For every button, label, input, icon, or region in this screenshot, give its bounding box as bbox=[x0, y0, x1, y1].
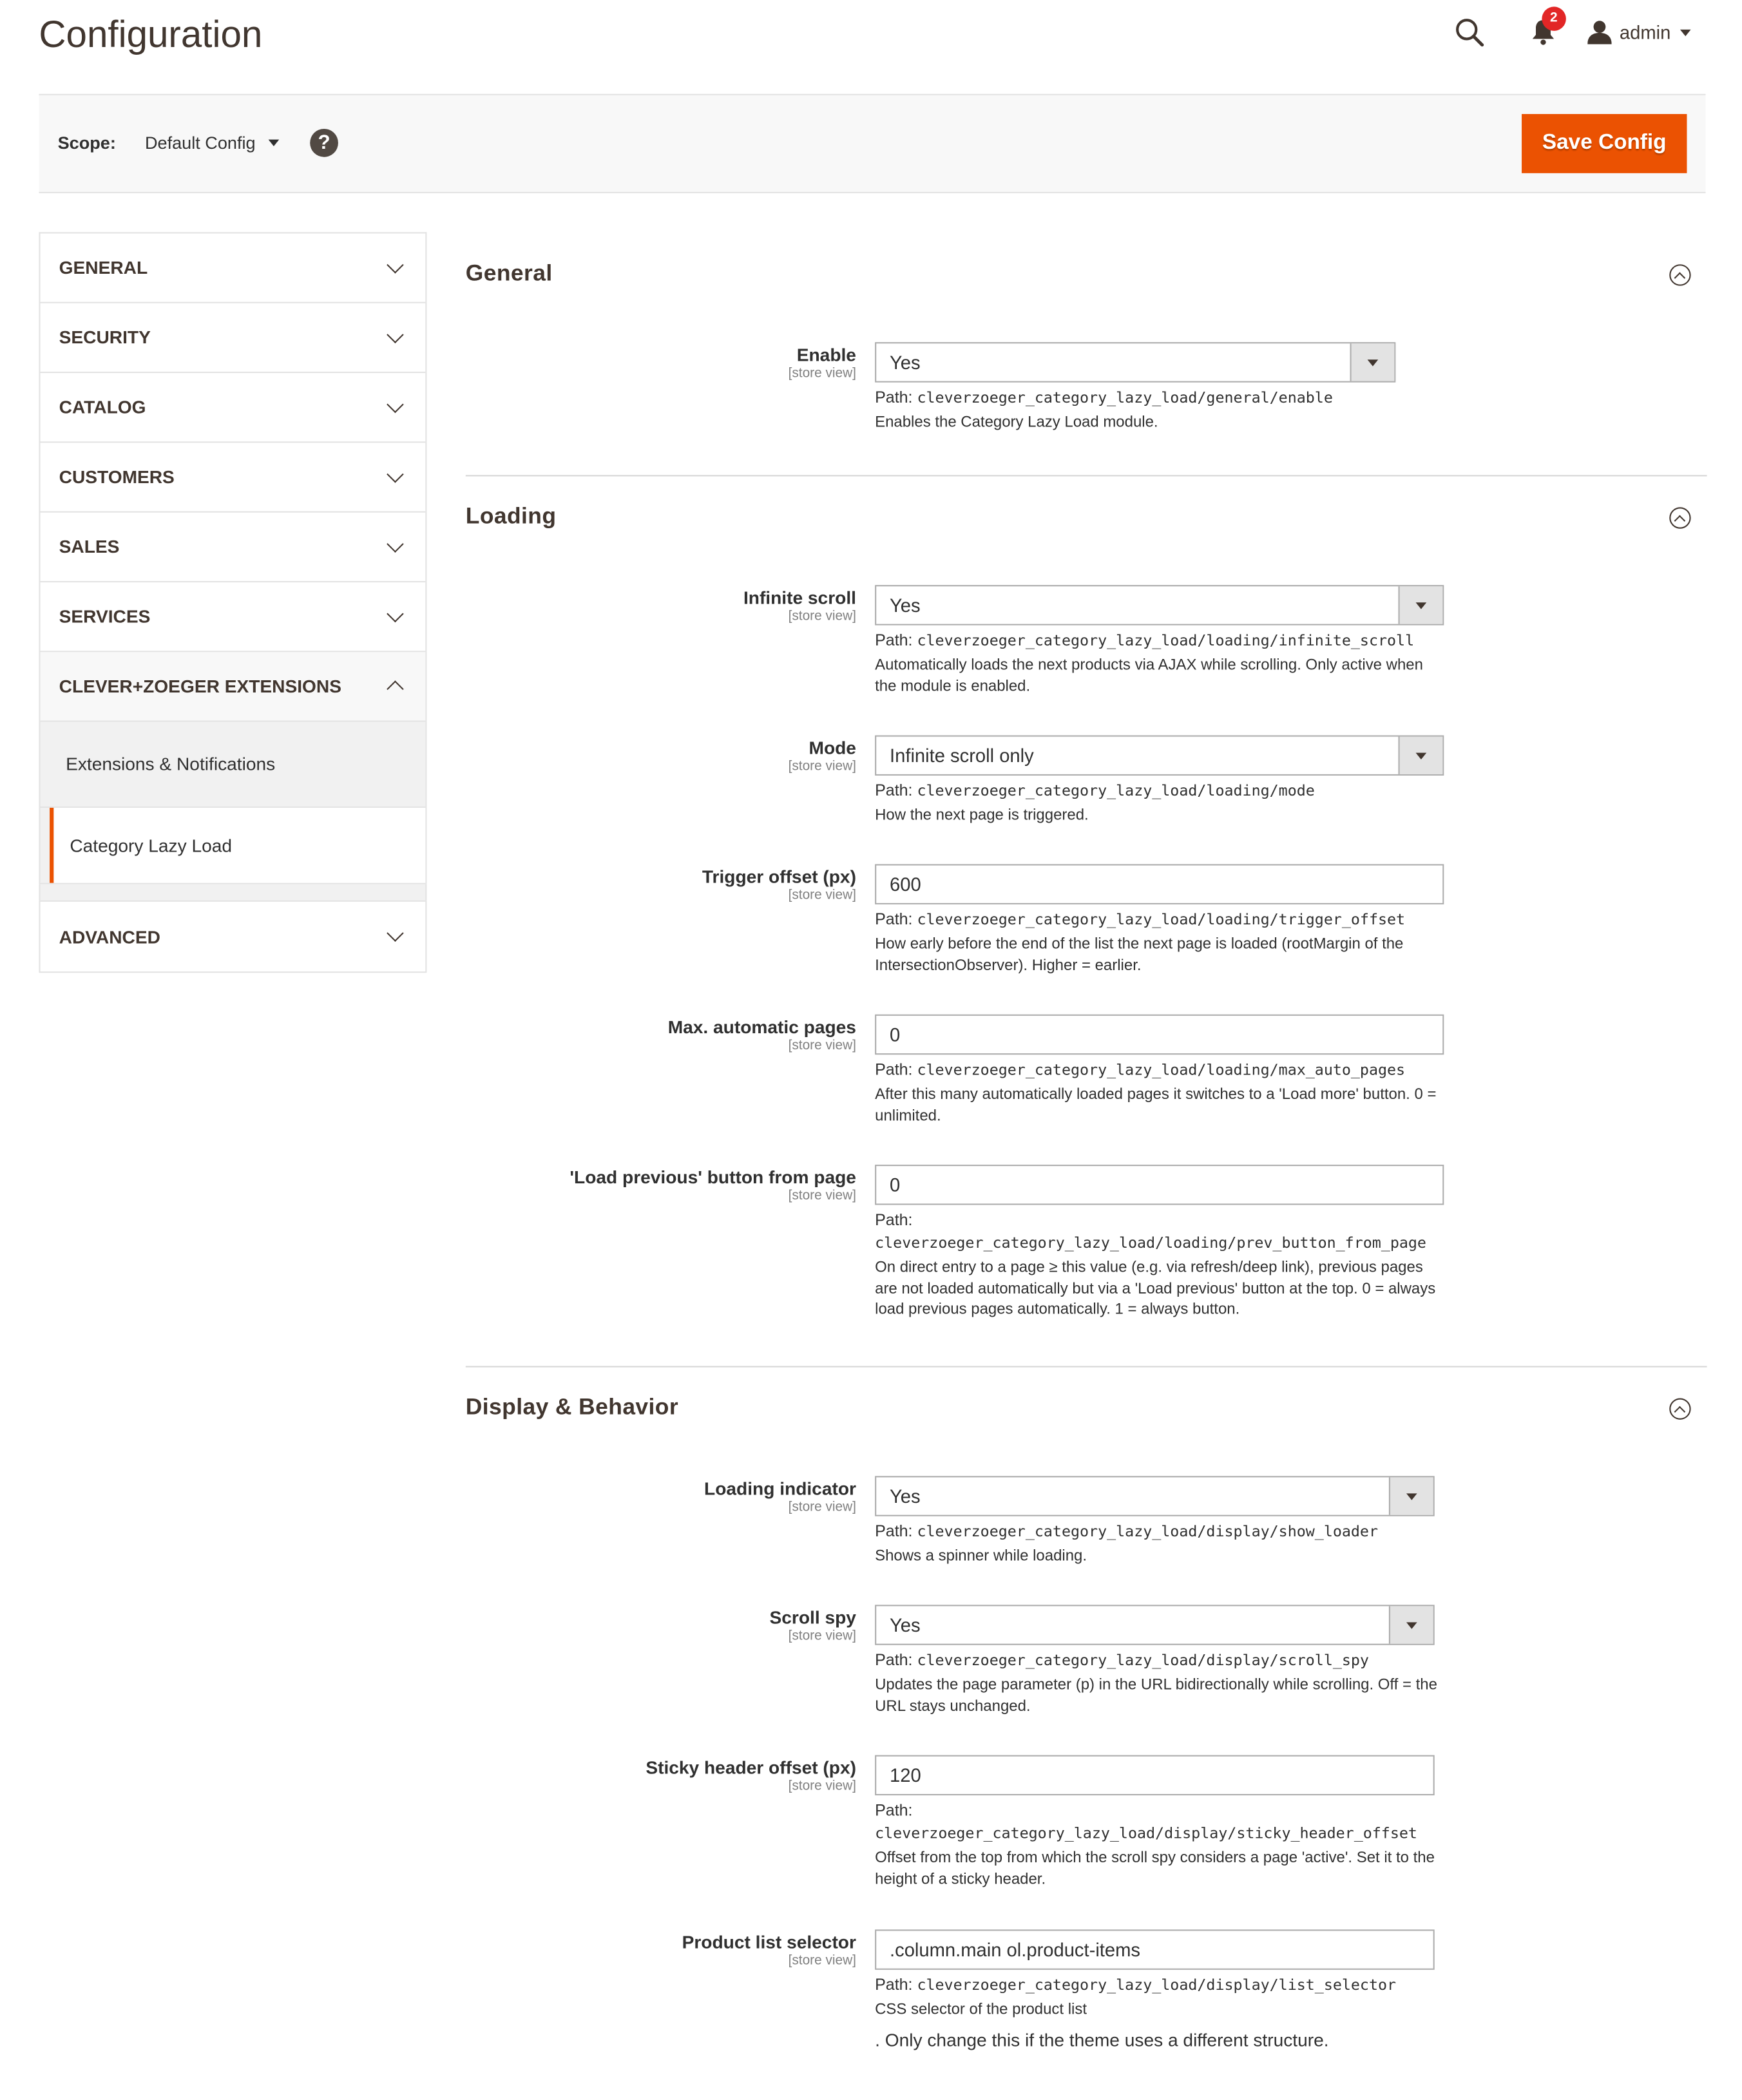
field-label: Sticky header offset (px) bbox=[646, 1757, 856, 1778]
path-label: Path: bbox=[875, 1210, 913, 1230]
scope-note: [store view] bbox=[788, 1500, 856, 1515]
sidebar-tab-customers[interactable] bbox=[40, 443, 425, 512]
scope-note: [store view] bbox=[788, 888, 856, 903]
field-note: Automatically loads the next products via AJAX while scrolling. Only active when the module is enabled. bbox=[875, 657, 1423, 694]
chevron-down-icon bbox=[387, 465, 404, 482]
trigger-offset-input[interactable] bbox=[875, 864, 1444, 904]
path-label: Path: bbox=[875, 1522, 913, 1541]
path-value: cleverzoeger_category_lazy_load/loading/trigger_offset bbox=[917, 911, 1406, 929]
scope-note: [store view] bbox=[788, 366, 856, 381]
infinite-scroll-select[interactable] bbox=[875, 585, 1444, 625]
field-label: Max. automatic pages bbox=[667, 1017, 856, 1038]
chevron-down-icon bbox=[387, 256, 404, 273]
control-col bbox=[875, 1755, 1452, 1891]
section-general bbox=[466, 233, 1707, 476]
scope-label: Scope: bbox=[57, 133, 116, 153]
path-value: cleverzoeger_category_lazy_load/display/list_selector bbox=[917, 1976, 1397, 1994]
field-note: How the next page is triggered. bbox=[875, 807, 1089, 824]
save-config-button[interactable]: Save Config bbox=[1522, 114, 1687, 173]
config-main bbox=[466, 233, 1707, 2092]
sidebar-tab-sales[interactable] bbox=[40, 513, 425, 582]
chevron-down-icon bbox=[387, 396, 404, 413]
caret-down-icon bbox=[269, 140, 280, 146]
section-head-display[interactable] bbox=[466, 1368, 1707, 1446]
scope-note: [store view] bbox=[788, 1953, 856, 1969]
chevron-down-icon bbox=[1389, 1477, 1433, 1514]
path-label: Path: bbox=[875, 910, 913, 929]
field-note: On direct entry to a page ≥ this value (e.g. via refresh/deep link), previous pages are not loaded automatically but via a 'Load previous' button at the top. 0 = always load previous pages automatically. 1 = always button. bbox=[875, 1259, 1436, 1318]
field-label: Product list selector bbox=[682, 1932, 856, 1952]
tab-label: CUSTOMERS bbox=[59, 466, 175, 488]
scope-note: [store view] bbox=[788, 609, 856, 624]
collapse-icon[interactable] bbox=[1669, 1398, 1690, 1419]
field-note: CSS selector of the product list bbox=[875, 2001, 1087, 2018]
sidebar-item-category-lazy-load[interactable]: Category Lazy Load bbox=[50, 808, 425, 883]
scope-note: [store view] bbox=[788, 1779, 856, 1794]
path-value: cleverzoeger_category_lazy_load/loading/mode bbox=[917, 782, 1315, 800]
path-line bbox=[875, 387, 1452, 409]
path-value: cleverzoeger_category_lazy_load/loading/infinite_scroll bbox=[917, 632, 1415, 650]
path-line bbox=[875, 1209, 1452, 1255]
path-label: Path: bbox=[875, 1975, 913, 1994]
field-label: Scroll spy bbox=[769, 1607, 856, 1628]
path-value: cleverzoeger_category_lazy_load/display/show_loader bbox=[917, 1523, 1379, 1541]
scope-bar bbox=[39, 94, 1705, 193]
section-title: Display & Behavior bbox=[465, 1394, 679, 1420]
path-value: cleverzoeger_category_lazy_load/display/sticky_header_offset bbox=[875, 1824, 1417, 1842]
scope-note: [store view] bbox=[788, 1628, 856, 1644]
list-selector-input[interactable] bbox=[875, 1929, 1435, 1969]
help-icon[interactable]: ? bbox=[310, 129, 338, 157]
control-col bbox=[875, 1929, 1452, 2049]
label-col bbox=[704, 1478, 856, 1516]
tab-label: SECURITY bbox=[59, 327, 151, 348]
control-col bbox=[875, 864, 1452, 977]
path-line bbox=[875, 1649, 1439, 1672]
path-value: cleverzoeger_category_lazy_load/loading/max_auto_pages bbox=[917, 1061, 1406, 1079]
tab-label: GENERAL bbox=[59, 257, 148, 278]
collapse-icon[interactable] bbox=[1669, 507, 1690, 528]
select-value: Yes bbox=[890, 594, 921, 616]
user-name: admin bbox=[1619, 21, 1671, 43]
path-label: Path: bbox=[875, 631, 913, 650]
path-line bbox=[875, 1520, 1444, 1543]
field-note: How early before the end of the list the next page is loaded (rootMargin of the IntersectionObserver). Higher = earlier. bbox=[875, 936, 1404, 974]
chevron-down-icon bbox=[387, 325, 404, 343]
path-value: cleverzoeger_category_lazy_load/display/scroll_spy bbox=[917, 1652, 1369, 1670]
tab-label: ADVANCED bbox=[59, 926, 160, 947]
mode-select[interactable] bbox=[875, 735, 1444, 775]
sidebar-tab-services[interactable] bbox=[40, 582, 425, 652]
scope-value: Default Config bbox=[144, 133, 256, 153]
sidebar-tab-security[interactable] bbox=[40, 303, 425, 373]
label-col bbox=[789, 345, 856, 382]
path-line bbox=[875, 1974, 1452, 1996]
scope-note: [store view] bbox=[788, 1038, 856, 1054]
path-line bbox=[875, 908, 1452, 931]
chevron-down-icon bbox=[1350, 343, 1394, 381]
sidebar-gap bbox=[39, 884, 426, 901]
path-label: Path: bbox=[875, 1650, 913, 1670]
header-actions bbox=[1453, 10, 1691, 51]
control-col bbox=[875, 1165, 1452, 1321]
path-line bbox=[875, 1058, 1452, 1081]
label-col bbox=[770, 1607, 856, 1645]
field-note: Enables the Category Lazy Load module. bbox=[875, 414, 1158, 431]
label-col bbox=[789, 738, 856, 776]
path-label: Path: bbox=[875, 781, 913, 800]
section-display-behavior bbox=[466, 1368, 1707, 2092]
field-note: Updates the page parameter (p) in the URL bidirectionally while scrolling. Off = the URL stays unchanged. bbox=[875, 1677, 1437, 1715]
path-line bbox=[875, 629, 1444, 652]
path-line bbox=[875, 779, 1444, 802]
label-col bbox=[743, 587, 856, 625]
field-note-extra: . Only change this if the theme uses a different structure. bbox=[875, 2029, 1329, 2050]
sidebar-tab-catalog[interactable] bbox=[40, 373, 425, 443]
chevron-down-icon bbox=[1398, 737, 1442, 774]
scope-note: [store view] bbox=[788, 759, 856, 774]
prev-button-from-page-input[interactable] bbox=[875, 1165, 1444, 1205]
field-label: Loading indicator bbox=[704, 1478, 856, 1499]
field-note: Offset from the top from which the scroll spy considers a page 'active'. Set it to the height of a sticky header. bbox=[875, 1850, 1435, 1887]
field-label: Enable bbox=[796, 345, 856, 365]
section-head-general[interactable] bbox=[466, 233, 1707, 311]
user-icon bbox=[1587, 20, 1611, 44]
section-title: Loading bbox=[465, 503, 557, 529]
field-label: 'Load previous' button from page bbox=[570, 1167, 856, 1188]
page-title: Configuration bbox=[39, 13, 263, 55]
control-col bbox=[875, 735, 1444, 827]
section-head-loading[interactable] bbox=[466, 476, 1707, 554]
section-loading bbox=[466, 476, 1707, 1367]
control-col bbox=[875, 1605, 1439, 1717]
sticky-header-offset-input[interactable] bbox=[875, 1755, 1435, 1795]
label-col bbox=[570, 1167, 856, 1205]
search-icon[interactable] bbox=[1453, 16, 1486, 48]
chevron-down-icon bbox=[387, 605, 404, 622]
tab-label: SALES bbox=[59, 537, 120, 557]
section-title: General bbox=[465, 260, 553, 286]
select-value: Yes bbox=[890, 1614, 921, 1636]
caret-down-icon bbox=[1680, 29, 1691, 35]
field-note: After this many automatically loaded pages it switches to a 'Load more' button. 0 = unlimited. bbox=[875, 1087, 1437, 1124]
path-line bbox=[875, 1799, 1452, 1845]
chevron-down-icon bbox=[1398, 586, 1442, 624]
field-label: Infinite scroll bbox=[743, 587, 856, 608]
control-col bbox=[875, 1476, 1444, 1568]
show-loader-select[interactable] bbox=[875, 1476, 1435, 1516]
label-col bbox=[702, 867, 856, 904]
sidebar-tab-clever-zoeger-extensions[interactable] bbox=[40, 652, 425, 721]
tab-label: CATALOG bbox=[59, 397, 146, 417]
chevron-up-icon bbox=[387, 680, 404, 698]
bell-icon[interactable] bbox=[1526, 10, 1560, 50]
select-value: Yes bbox=[890, 351, 921, 374]
field-note: Shows a spinner while loading. bbox=[875, 1548, 1087, 1565]
select-value: Infinite scroll only bbox=[890, 745, 1034, 767]
user-menu[interactable] bbox=[1587, 20, 1691, 44]
control-col bbox=[875, 342, 1452, 434]
enable-select[interactable] bbox=[875, 342, 1395, 382]
tab-label: CLEVER+ZOEGER EXTENSIONS bbox=[59, 676, 341, 697]
sidebar-tab-advanced-group bbox=[39, 901, 426, 973]
active-item-wrapper bbox=[40, 808, 425, 884]
max-auto-pages-input[interactable] bbox=[875, 1015, 1444, 1055]
notification-count-badge: 2 bbox=[1542, 6, 1565, 30]
select-value: Yes bbox=[890, 1485, 921, 1507]
scroll-spy-select[interactable] bbox=[875, 1605, 1435, 1645]
chevron-down-icon bbox=[1389, 1606, 1433, 1643]
path-label: Path: bbox=[875, 1800, 913, 1820]
sidebar-tabs bbox=[39, 232, 426, 884]
sidebar-tab-general[interactable] bbox=[40, 233, 425, 303]
path-label: Path: bbox=[875, 1060, 913, 1079]
collapse-icon[interactable] bbox=[1669, 264, 1690, 285]
scope-switcher[interactable] bbox=[145, 133, 280, 153]
chevron-down-icon bbox=[387, 924, 404, 942]
label-col bbox=[668, 1017, 856, 1055]
label-col bbox=[682, 1933, 856, 1970]
control-col bbox=[875, 1015, 1452, 1127]
control-col bbox=[875, 585, 1444, 698]
config-sidebar bbox=[39, 232, 426, 973]
sidebar-tab-advanced[interactable] bbox=[40, 902, 425, 971]
tab-label: SERVICES bbox=[59, 606, 151, 627]
path-value: cleverzoeger_category_lazy_load/loading/prev_button_from_page bbox=[875, 1234, 1426, 1252]
field-label: Mode bbox=[809, 738, 856, 758]
label-col bbox=[646, 1758, 856, 1795]
chevron-down-icon bbox=[387, 535, 404, 552]
path-value: cleverzoeger_category_lazy_load/general/enable bbox=[917, 389, 1333, 407]
field-label: Trigger offset (px) bbox=[702, 866, 856, 887]
sidebar-item-extensions-notifications[interactable]: Extensions & Notifications bbox=[40, 722, 425, 808]
scope-note: [store view] bbox=[788, 1188, 856, 1204]
path-label: Path: bbox=[875, 387, 913, 407]
